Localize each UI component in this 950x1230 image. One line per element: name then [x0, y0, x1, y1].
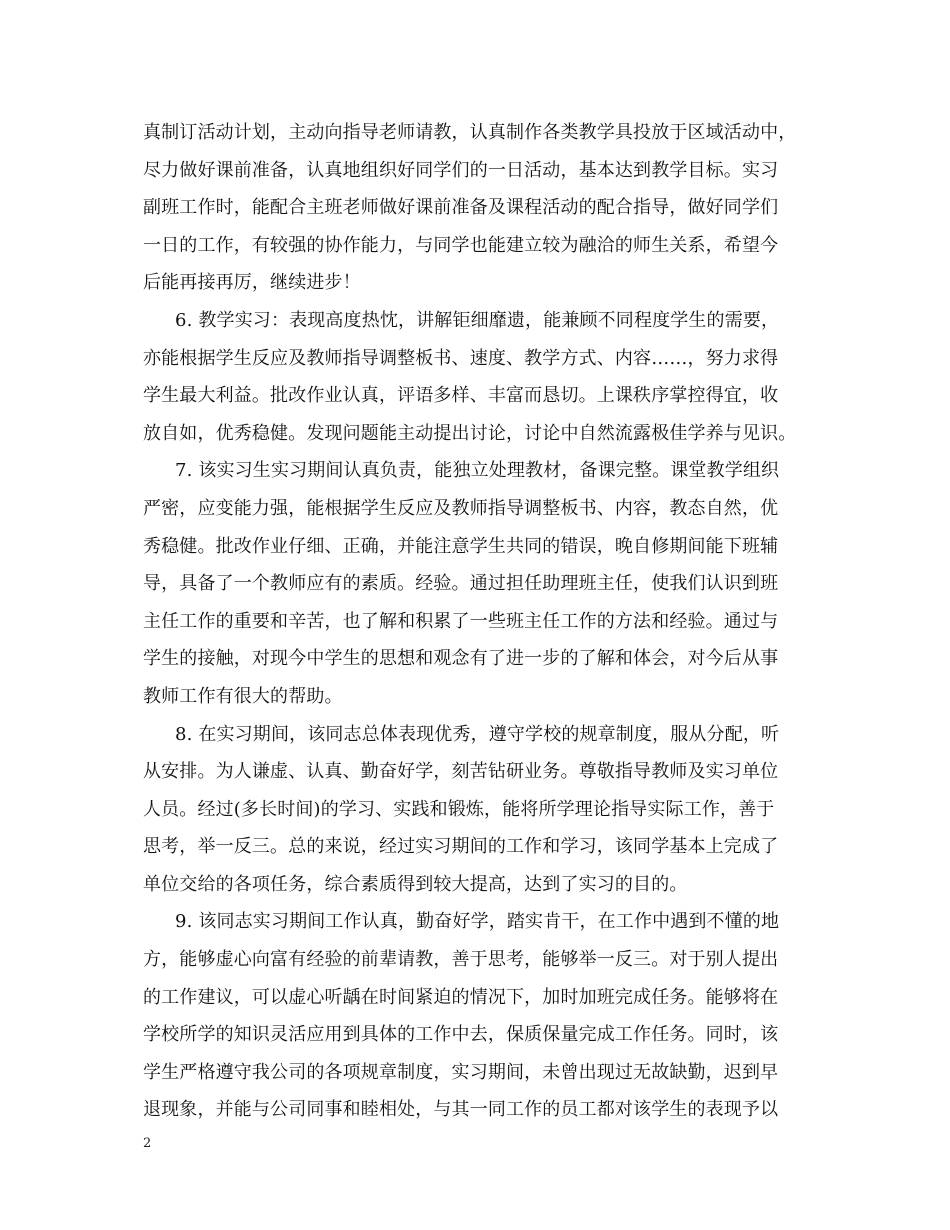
text-line: 单位交给的各项任务，综合素质得到较大提高，达到了实习的目的。	[143, 873, 688, 895]
text-line: 学校所学的知识灵活应用到具体的工作中去，保质保量完成工作任务。同时，该	[143, 1024, 779, 1046]
paragraph-first-line: 6. 教学实习：表现高度热忱，讲解钜细靡遗，能兼顾不同程度学生的需要，	[175, 309, 780, 331]
text-line: 教师工作有很大的帮助。	[143, 685, 343, 707]
page-number: 2	[143, 1136, 152, 1151]
document-body	[143, 114, 815, 1129]
text-line: 学生的接触，对现今中学生的思想和观念有了进一步的了解和体会，对今后从事	[143, 648, 779, 670]
text-line: 思考，举一反三。总的来说，经过实习期间的工作和学习，该同学基本上完成了	[143, 836, 779, 858]
text-line: 一日的工作，有较强的协作能力，与同学也能建立较为融洽的师生关系，希望今	[143, 234, 779, 256]
paragraph-first-line: 7. 该实习生实习期间认真负责，能独立处理教材，备课完整。课堂教学组织	[175, 460, 780, 482]
text-line: 从安排。为人谦虚、认真、勤奋好学，刻苦钻研业务。尊敬指导教师及实习单位	[143, 761, 779, 783]
text-line: 学生最大利益。批改作业认真，评语多样、丰富而恳切。上课秩序掌控得宜，收	[143, 385, 779, 407]
text-line: 主任工作的重要和辛苦，也了解和积累了一些班主任工作的方法和经验。通过与	[143, 610, 779, 632]
text-line: 尽力做好课前准备，认真地组织好同学们的一日活动，基本达到教学目标。实习	[143, 159, 779, 181]
text-line: 秀稳健。批改作业仔细、正确，并能注意学生共同的错误，晚自修期间能下班辅	[143, 535, 779, 557]
text-line: 的工作建议，可以虚心听龋在时间紧迫的情况下，加时加班完成任务。能够将在	[143, 986, 779, 1008]
text-line: 真制订活动计划，主动向指导老师请教，认真制作各类教学具投放于区域活动中，	[143, 122, 797, 143]
paragraph-first-line: 8. 在实习期间，该同志总体表现优秀，遵守学校的规章制度，服从分配，听	[175, 723, 780, 745]
paragraph-first-line: 9. 该同志实习期间工作认真，勤奋好学，踏实肯干，在工作中遇到不懂的地	[175, 911, 780, 933]
text-line: 学生严格遵守我公司的各项规章制度，实习期间，未曾出现过无故缺勤，迟到早	[143, 1061, 779, 1083]
text-line: 严密，应变能力强，能根据学生反应及教师指导调整板书、内容，教态自然，优	[143, 497, 779, 519]
text-line: 方，能够虚心向富有经验的前辈请教，善于思考，能够举一反三。对于别人提出	[143, 949, 779, 971]
text-line: 导，具备了一个教师应有的素质。经验。通过担任助理班主任，使我们认识到班	[143, 573, 779, 595]
text-line: 亦能根据学生反应及教师指导调整板书、速度、教学方式、内容……，努力求得	[143, 347, 779, 369]
text-line: 退现象，并能与公司同事和睦相处，与其一同工作的员工都对该学生的表现予以	[143, 1099, 779, 1121]
text-line: 放自如，优秀稳健。发现问题能主动提出讨论，讨论中自然流露极佳学养与见识。	[143, 422, 797, 444]
text-line: 人员。经过(多长时间)的学习、实践和锻炼，能将所学理论指导实际工作，善于	[143, 798, 775, 820]
text-line: 后能再接再厉，继续进步！	[143, 272, 361, 294]
text-line: 副班工作时，能配合主班老师做好课前准备及课程活动的配合指导，做好同学们	[143, 197, 779, 219]
